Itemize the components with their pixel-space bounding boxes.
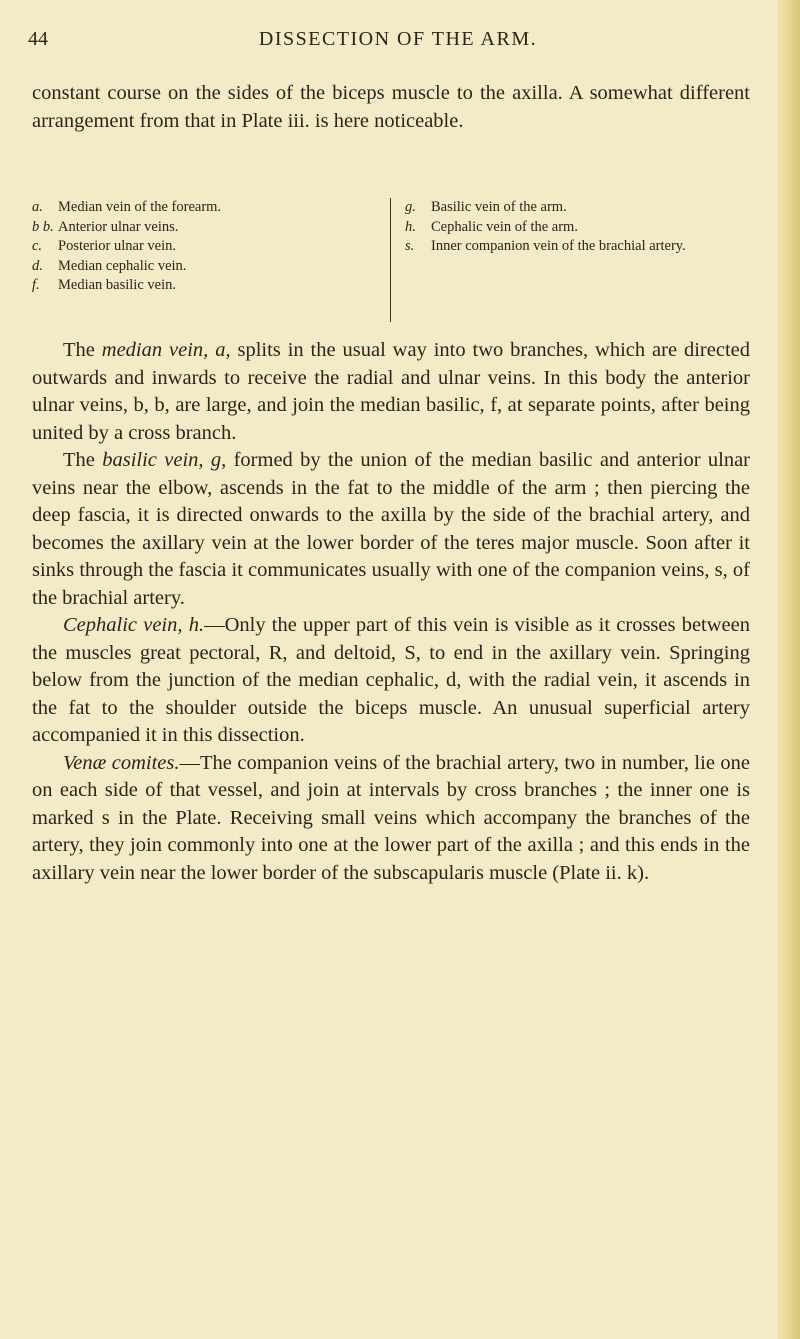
legend-key: a.	[32, 199, 43, 215]
legend-desc: Median basilic vein.	[58, 277, 176, 293]
legend-key: s.	[405, 238, 415, 254]
legend-desc: Median vein of the forearm.	[58, 199, 222, 215]
legend-key: b b.	[32, 218, 54, 235]
legend-desc: Posterior ulnar vein.	[58, 238, 176, 254]
intro-text: constant course on the sides of the biceps muscle to the axilla. A somewhat different arrangement from that in Plate iii. is here noticeable.	[32, 82, 750, 132]
paragraph-heading: basilic vein, g,	[102, 449, 227, 471]
paragraph-heading: Cephalic vein, h.	[63, 614, 205, 636]
plate-legend	[32, 198, 752, 322]
legend-key: h.	[405, 218, 416, 235]
paragraph-lead: The	[63, 339, 102, 361]
legend-item	[32, 218, 352, 238]
paragraph-heading: Venæ comites.	[63, 751, 180, 774]
legend-item	[405, 237, 745, 257]
legend-column-left	[32, 198, 352, 296]
paragraph-lead: The	[63, 449, 103, 471]
paragraph-body: splits in the usual way into two branches, which are directed outwards and inwards to receive the radial and ulnar veins. In this body the anterior ulnar veins, b, b, are large, and join the median basilic, f, at separate points, after being united by a cross branch.	[32, 339, 751, 444]
legend-item	[32, 276, 352, 296]
legend-desc: Median cephalic vein.	[58, 257, 187, 274]
legend-desc: Inner companion vein of the brachial artery.	[431, 238, 686, 254]
legend-key: g.	[405, 199, 416, 215]
legend-desc: Basilic vein of the arm.	[431, 199, 567, 215]
paragraph-body: —The companion veins of the brachial artery, two in number, lie one on each side of that vessel, and join at intervals by cross branches ; the inner one is marked s in the Plate. Receiving small veins which accompany the branches of the artery, they join commonly into one at the lower part of the axilla ; and this ends in the axillary vein near the lower border of the subscapularis muscle (Plate ii. k).	[32, 751, 750, 884]
paragraph-body: formed by the union of the median basilic and anterior ulnar veins near the elbow, ascends in the fat to the middle of the arm ; then piercing the deep fascia, it is directed onwards to the axilla by the side of the brachial artery, and becomes the axillary vein at the lower border of the teres major muscle. Soon after it sinks through the fascia it communicates usually with one of the companion veins, s, of the brachial artery.	[32, 449, 751, 609]
paragraph-heading: median vein, a,	[101, 339, 231, 361]
page-header	[28, 28, 768, 58]
paragraph-venae-comites	[32, 750, 750, 888]
legend-item	[32, 237, 352, 257]
legend-desc: Anterior ulnar veins.	[58, 218, 179, 235]
intro-paragraph	[32, 80, 750, 135]
legend-item	[405, 198, 745, 218]
legend-item	[405, 218, 745, 238]
legend-item	[32, 198, 352, 218]
page-number: 44	[28, 28, 48, 50]
legend-key: f.	[32, 277, 40, 293]
legend-key: c.	[32, 238, 43, 254]
legend-column-right	[390, 198, 745, 322]
legend-desc: Cephalic vein of the arm.	[431, 218, 578, 235]
page-edge-shadow	[778, 0, 800, 1339]
legend-key: d.	[32, 257, 43, 274]
paragraph-basilic-vein	[32, 447, 750, 612]
paragraph-cephalic-vein	[32, 612, 750, 750]
main-text	[32, 337, 750, 887]
running-title: DISSECTION OF THE ARM.	[258, 28, 538, 50]
paragraph-median-vein	[32, 337, 750, 447]
paragraph-body: —Only the upper part of this vein is visible as it crosses between the muscles great pectoral, R, and deltoid, S, to end in the axillary vein. Springing below from the junction of the median cephalic, d, with the radial vein, it ascends in the fat to the shoulder outside the biceps muscle. An unusual superficial artery accompanied it in this dissection.	[32, 614, 750, 746]
legend-item	[32, 257, 352, 277]
